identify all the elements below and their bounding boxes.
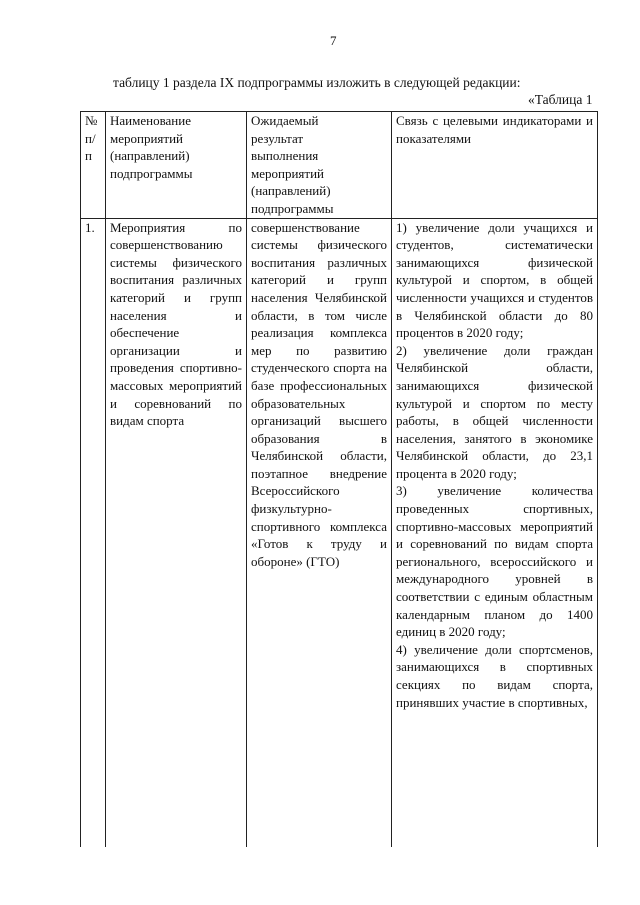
header-number-text: № п/п [85, 113, 98, 164]
header-cell-result [247, 112, 392, 219]
row-number: 1. [85, 219, 95, 235]
measures-table [80, 111, 598, 847]
header-name-text: Наименование мероприятий (направлений) подпрограммы [110, 113, 193, 181]
cell-expected-result [247, 218, 392, 847]
indicator-item: 4) увеличение доли спортсменов, занимающихся в спортивных секциях по видам спорта, принявших участие в спортивных, [396, 641, 593, 710]
cell-indicators [392, 218, 598, 847]
table-caption: «Таблица 1 [528, 92, 593, 107]
indicator-item: 2) увеличение доли граждан Челябинской области, занимающихся физической культурой и спортом по месту работы, в общей численности населения, занятого в экономике Челябинской области, до 23,1 процента в 2020 году; [396, 342, 593, 481]
cell-measure-name [106, 218, 247, 847]
indicator-item: 1) увеличение доли учащихся и студентов, систематически занимающихся физической культурой и спортом, в общей численности учащихся и студентов в Челябинской области до 80 процентов в 2020 году; [396, 219, 593, 341]
indicator-item: 3) увеличение количества проведенных спортивных, спортивно-массовых мероприятий и соревнований по видам спорта регионального, всероссийского и международного уровней в соответствии с единым областным календарным планом до 1400 единиц в 2020 году; [396, 483, 593, 640]
cell-number [81, 218, 106, 847]
table-row [81, 218, 598, 847]
intro-line: таблицу 1 раздела IX подпрограммы изложить в следующей редакции: [113, 75, 521, 90]
page-number: 7 [330, 33, 337, 48]
table-header-row [81, 112, 598, 219]
header-cell-name [106, 112, 247, 219]
header-result-text: Ожидаемый результат выполнения мероприятий (направлений) подпрограммы [251, 113, 334, 216]
expected-result: совершенствование системы физического воспитания различных категорий и групп населения Челябинской области, в том числе реализация комплекса мер по развитию студенческого спорта на базе профессиональных образовательных организаций высшего образования в Челябинской области, поэтапное внедрение Всероссийского физкультурно-спортивного комплекса «Готов к труду и обороне» (ГТО) [251, 219, 387, 569]
header-cell-indicators [392, 112, 598, 219]
header-cell-number [81, 112, 106, 219]
measure-name: Мероприятия по совершенствованию системы физического воспитания различных категорий и групп населения и обеспечение организации и проведения спортивно-массовых мероприятий и соревнований по видам спорта [110, 219, 242, 429]
header-indicators-text: Связь с целевыми индикаторами и показателями [396, 113, 593, 146]
